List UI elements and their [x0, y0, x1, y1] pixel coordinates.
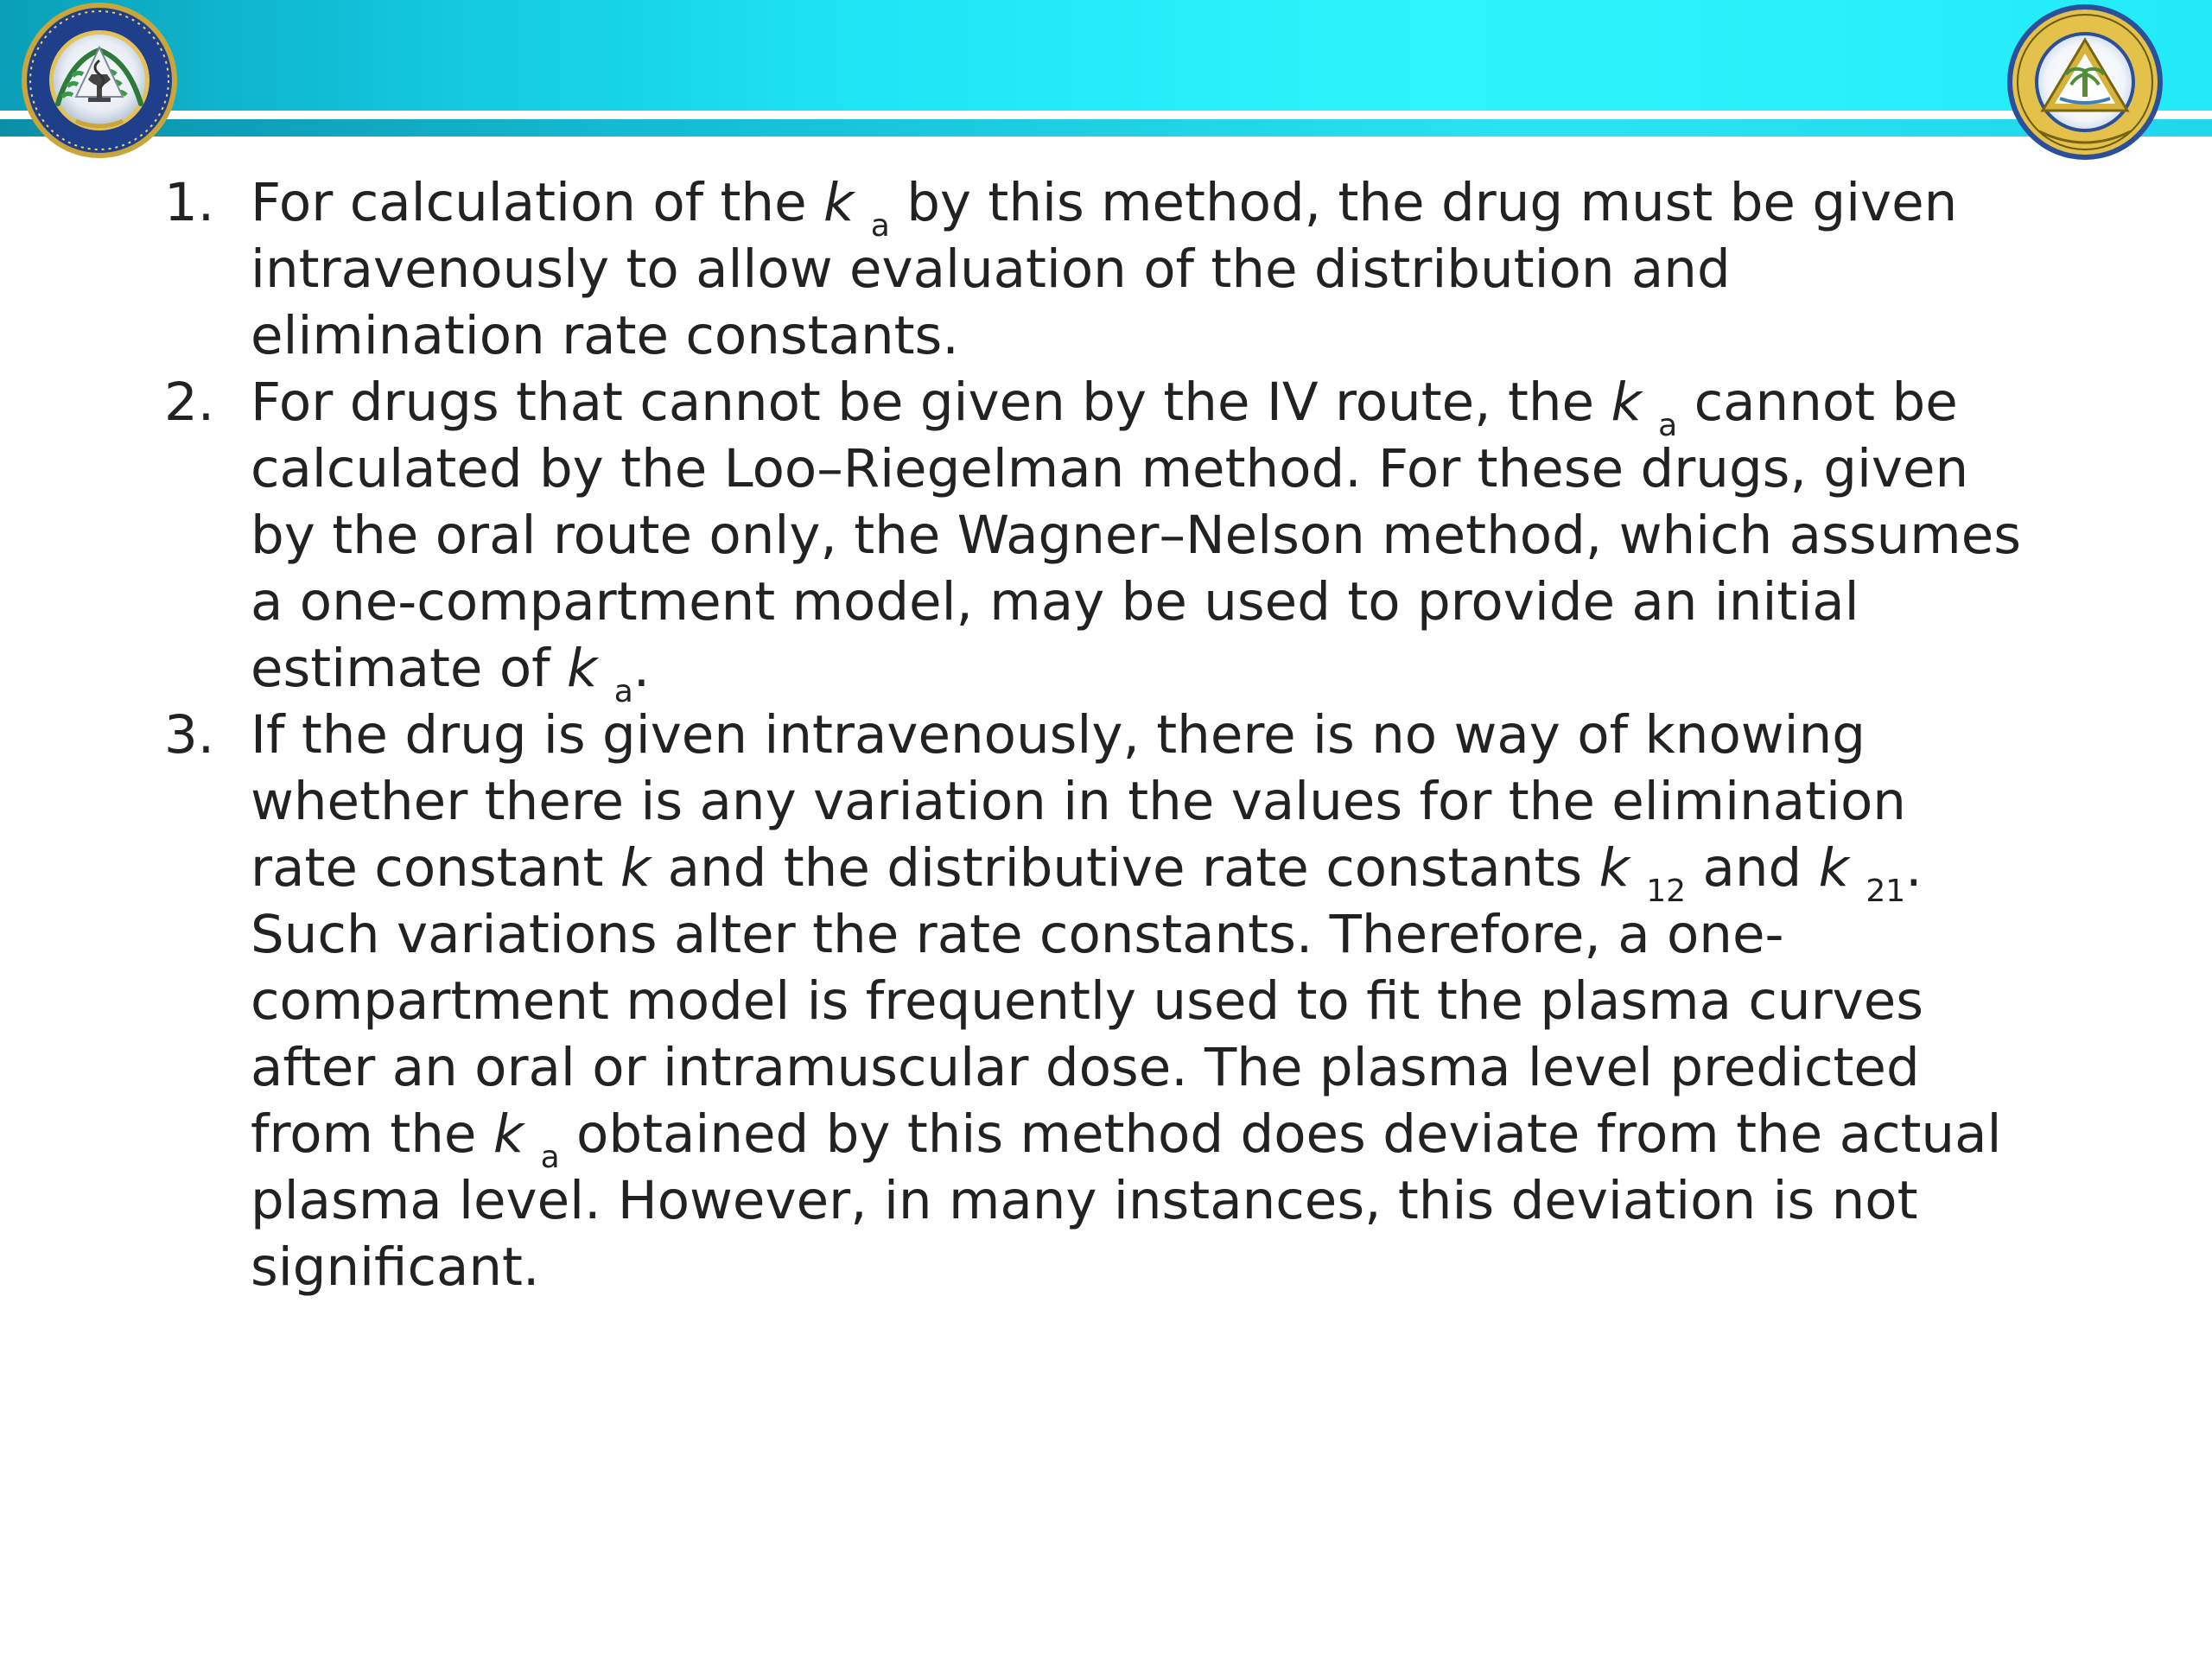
text-segment: . — [632, 638, 651, 699]
header-band-main — [0, 0, 2212, 111]
rate-symbol: k — [620, 837, 652, 899]
text-segment: and the distributive rate constants — [651, 837, 1599, 899]
text-segment: . Such variations alter the rate constants. Therefore, a one-compartment model is frequently used to fit the plasma curves after an oral or intramuscular dose. The plasma level predicted from the — [251, 837, 1924, 1165]
header-band — [0, 0, 2212, 138]
subscript: a — [1658, 408, 1678, 443]
rate-symbol: k — [567, 638, 598, 699]
list-item-2 — [164, 369, 2022, 709]
list-number: 1. — [164, 172, 215, 233]
list-number: 3. — [164, 704, 215, 766]
subscript: a — [540, 1140, 560, 1175]
text-segment: cannot be calculated by the Loo–Riegelman method. For these drugs, given by the oral route only, the Wagner–Nelson method, which assumes a one-compartment model, may be used to provide an initial estimate of — [251, 372, 2022, 699]
university-seal-icon — [2005, 2, 2165, 162]
rate-symbol: k — [1818, 837, 1849, 899]
text-segment: by this method, the drug must be given intravenously to allow evaluation of the distribution and elimination rate constants. — [251, 172, 1958, 366]
list-number: 2. — [164, 372, 215, 433]
text-segment: For drugs that cannot be given by the IV route, the — [251, 372, 1611, 433]
subscript: 12 — [1646, 874, 1687, 909]
text-segment: For calculation of the — [251, 172, 824, 233]
college-seal-icon — [19, 0, 180, 161]
rate-symbol: k — [1611, 372, 1642, 433]
rate-symbol: k — [1599, 837, 1630, 899]
subscript: 21 — [1866, 874, 1906, 909]
rate-symbol: k — [823, 172, 855, 233]
subscript: a — [870, 208, 890, 244]
bullet-list — [164, 169, 2022, 1300]
text-segment: obtained by this method does deviate from the actual plasma level. However, in many instances, this deviation is not significant. — [251, 1103, 2002, 1298]
rate-symbol: k — [493, 1103, 524, 1165]
list-item-3 — [164, 702, 2022, 1300]
list-item-1 — [164, 169, 2022, 369]
header-band-stripe — [0, 119, 2212, 137]
text-segment: If the drug is given intravenously, there is no way of knowing whether there is any variation in the values for the elimination rate constant — [251, 704, 1906, 899]
subscript: a — [613, 674, 633, 709]
header-band-gap — [0, 111, 2212, 119]
text-segment: and — [1686, 837, 1819, 899]
